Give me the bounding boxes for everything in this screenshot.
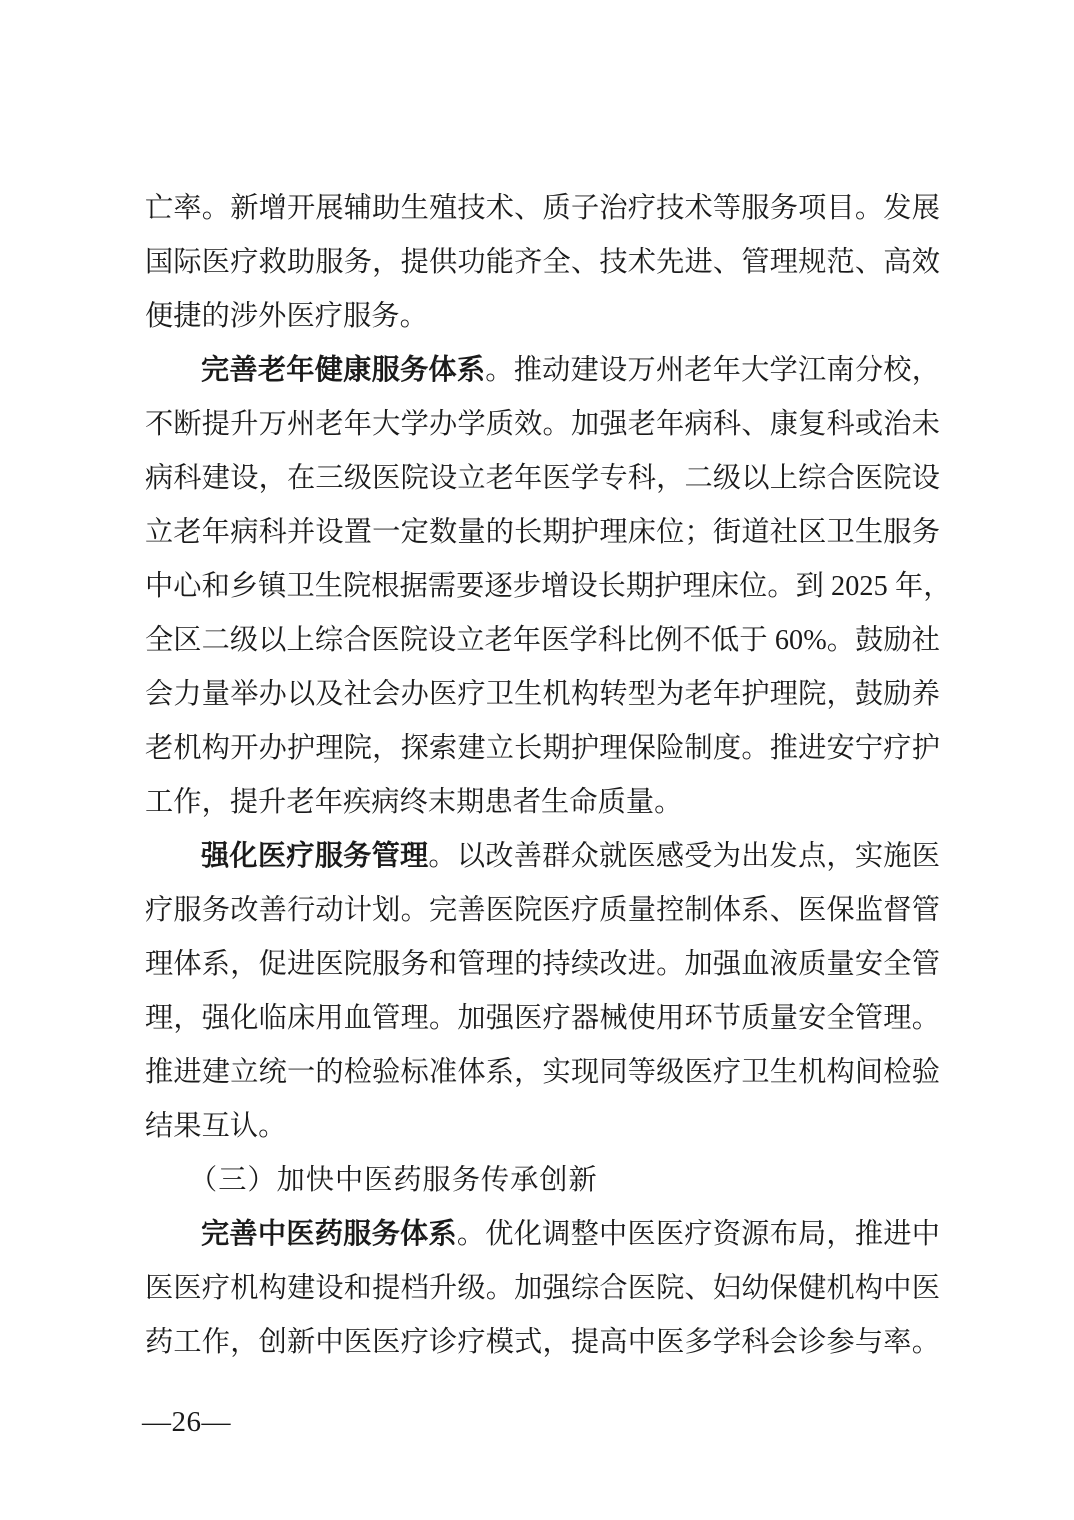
- text-line: 会力量举办以及社会办医疗卫生机构转型为老年护理院，鼓励养: [145, 679, 940, 710]
- text-line: 医医疗机构建设和提档升级。加强综合医院、妇幼保健机构中医: [145, 1273, 940, 1304]
- document-text-block: [145, 182, 952, 1370]
- text-line: [145, 344, 940, 398]
- text-line: 结果互认。: [145, 1111, 287, 1142]
- paragraph-text: 。以改善群众就医感受为出发点，实施医: [428, 841, 940, 872]
- text-line: 工作，提升老年疾病终末期患者生命质量。: [145, 787, 683, 818]
- text-line: 不断提升万州老年大学办学质效。加强老年病科、康复科或治未: [145, 409, 940, 440]
- page-number: —26—: [142, 1406, 231, 1438]
- text-line: 全区二级以上综合医院设立老年医学科比例不低于 60%。鼓励社: [145, 625, 940, 656]
- text-line: 便捷的涉外医疗服务。: [145, 301, 428, 332]
- text-line: 国际医疗救助服务，提供功能齐全、技术先进、管理规范、高效: [145, 247, 940, 278]
- paragraph-text: 。推动建设万州老年大学江南分校，: [485, 355, 940, 386]
- text-line: 理，强化临床用血管理。加强医疗器械使用环节质量安全管理。: [145, 1003, 940, 1034]
- text-line: 老机构开办护理院，探索建立长期护理保险制度。推进安宁疗护: [145, 733, 940, 764]
- paragraph-lead: 完善中医药服务体系: [201, 1219, 457, 1250]
- text-line: 药工作，创新中医医疗诊疗模式，提高中医多学科会诊参与率。: [145, 1327, 940, 1358]
- text-line: 亡率。新增开展辅助生殖技术、质子治疗技术等服务项目。发展: [145, 193, 940, 224]
- text-line: 病科建设，在三级医院设立老年医学专科，二级以上综合医院设: [145, 463, 940, 494]
- text-line: [145, 830, 940, 884]
- subsection-heading: （三）加快中医药服务传承创新: [189, 1165, 598, 1196]
- paragraph-lead: 完善老年健康服务体系: [201, 355, 486, 386]
- text-line: [145, 1208, 940, 1262]
- text-line: 疗服务改善行动计划。完善医院医疗质量控制体系、医保监督管: [145, 895, 940, 926]
- paragraph-lead: 强化医疗服务管理: [201, 841, 429, 872]
- text-line: 中心和乡镇卫生院根据需要逐步增设长期护理床位。到 2025 年，: [145, 571, 952, 602]
- text-line: 推进建立统一的检验标准体系，实现同等级医疗卫生机构间检验: [145, 1057, 940, 1088]
- paragraph-text: 。优化调整中医医疗资源布局，推进中: [456, 1219, 940, 1250]
- text-line: 立老年病科并设置一定数量的长期护理床位；街道社区卫生服务: [145, 517, 940, 548]
- text-line: 理体系，促进医院服务和管理的持续改进。加强血液质量安全管: [145, 949, 940, 980]
